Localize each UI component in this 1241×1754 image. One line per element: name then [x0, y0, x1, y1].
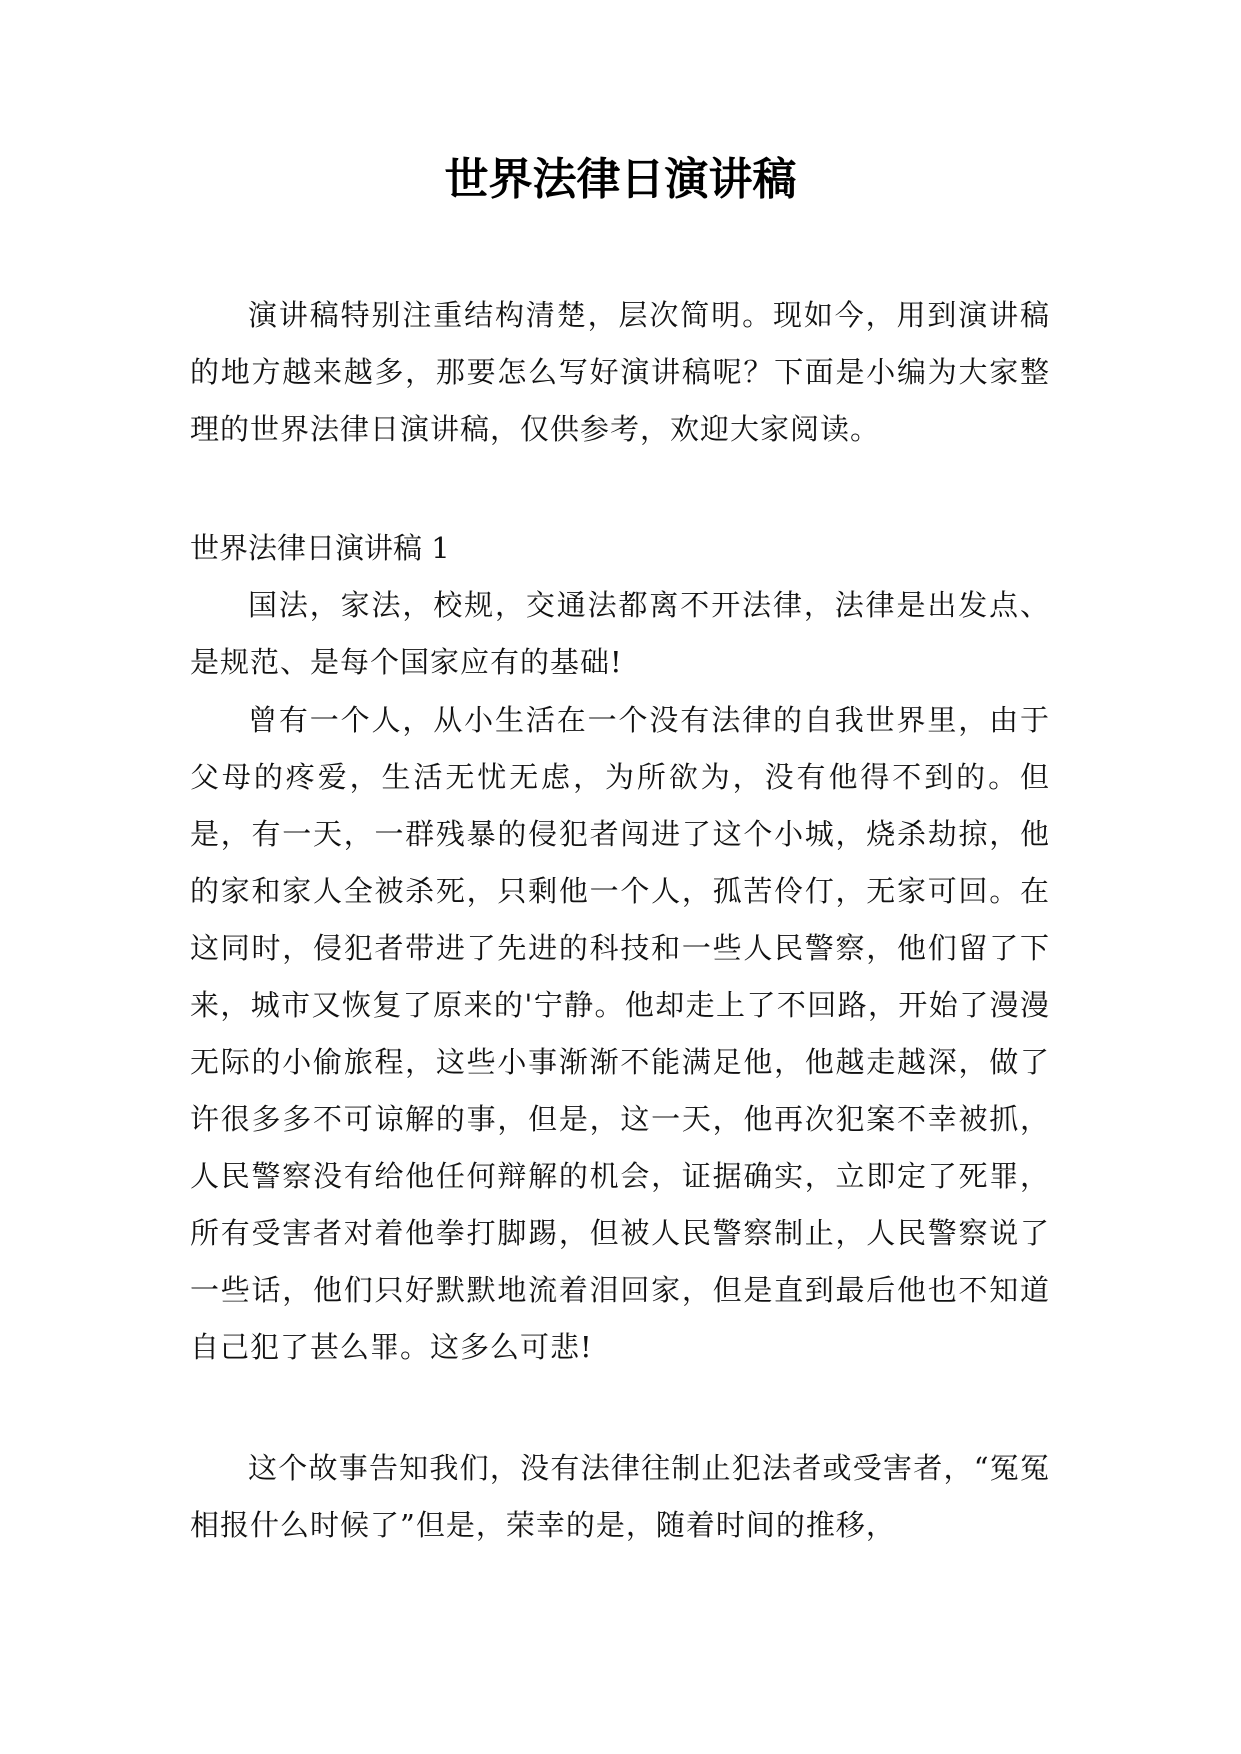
document-title: 世界法律日演讲稿 [444, 154, 797, 205]
body-paragraph: 曾有一个人，从小生活在一个没有法律的自我世界里，由于父母的疼爱，生活无忧无虑，为所欲为，没有他得不到的。但是，有一天，一群残暴的侵犯者闯进了这个小城，烧杀劫掠，他的家和家人全被杀死，只剩他一个人，孤苦伶仃，无家可回。在这同时，侵犯者带进了先进的科技和一些人民警察，他们留了下来，城市又恢复了原来的'宁静。他却走上了不回路，开始了漫漫无际的小偷旅程，这些小事渐渐不能满足他，他越走越深，做了许很多多不可谅解的事，但是，这一天，他再次犯案不幸被抓，人民警察没有给他任何辩解的机会，证据确实，立即定了死罪，所有受害者对着他拳打脚踢，但被人民警察制止，人民警察说了一些话，他们只好默默地流着泪回家，但是直到最后他也不知道自己犯了甚么罪。这多么可悲! [190, 703, 1050, 1364]
section-heading: 世界法律日演讲稿 1 [190, 531, 450, 565]
body-paragraph: 这个故事告知我们，没有法律往制止犯法者或受害者，“冤冤相报什么时候了”但是，荣幸的是，随着时间的推移， [190, 1451, 1050, 1542]
intro-paragraph: 演讲稿特别注重结构清楚，层次简明。现如今，用到演讲稿的地方越来越多，那要怎么写好演讲稿呢？下面是小编为大家整理的世界法律日演讲稿，仅供参考，欢迎大家阅读。 [190, 298, 1050, 446]
body-paragraph: 国法，家法，校规，交通法都离不开法律，法律是出发点、是规范、是每个国家应有的基础! [190, 588, 1050, 679]
